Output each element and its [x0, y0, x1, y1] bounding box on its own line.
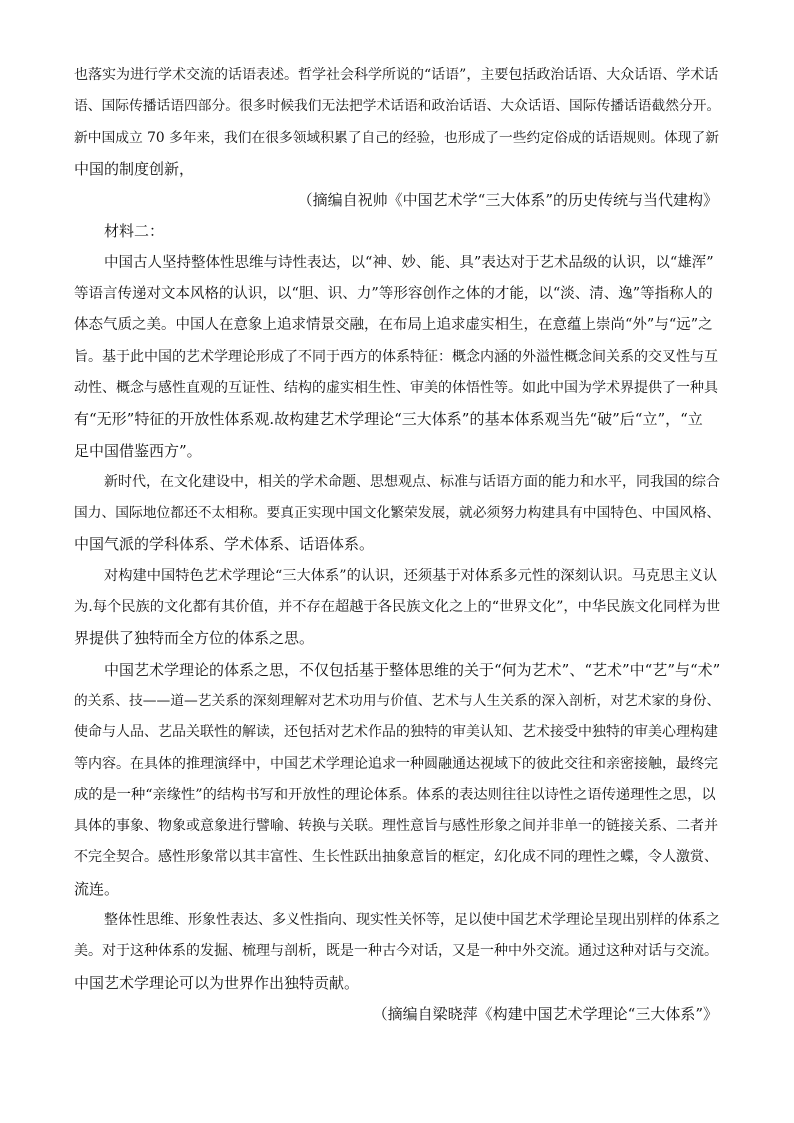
- text-line: 整体性思维、形象性表达、多义性指向、现实性关怀等，足以使中国艺术学理论呈现出别样的体系之: [104, 912, 720, 929]
- text-line: 具体的事象、物象或意象进行譬喻、转换与关联。理性意旨与感性形象之间并非单一的链接关系、二者并: [74, 818, 718, 835]
- text-line: 足中国借鉴西方”。: [74, 441, 202, 460]
- source-citation-1: （摘编自祝帅《中国艺术学“三大体系”的历史传统与当代建构》: [297, 191, 718, 210]
- text-line: 美。对于这种体系的发掘、梳理与剖析，既是一种古今对话，又是一种中外交流。通过这种对话与交流。: [74, 943, 718, 960]
- text-line: 等内容。在具体的推理演绎中，中国艺术学理论追求一种圆融通达视域下的彼此交往和亲密接触，最终完: [74, 755, 718, 772]
- paragraph: [74, 905, 722, 999]
- text-line: 使命与人品、艺品关联性的解读，还包括对艺术作品的独特的审美认知、艺术接受中独特的审美心理构建: [74, 724, 718, 741]
- text-line: 等语言传递对文本风格的认识，以“胆、识、力”等形容创作之体的才能，以“淡、清、逸”等指称人的: [74, 286, 713, 303]
- source-citation-2: （摘编自梁晓萍《构建中国艺术学理论“三大体系”》: [372, 1004, 718, 1023]
- text-line: 流连。: [74, 879, 120, 898]
- paragraph: [74, 467, 722, 561]
- text-line: 动性、概念与感性直观的互证性、结构的虚实相生性、审美的体悟性等。如此中国为学术界提供了一种具: [74, 379, 718, 396]
- text-line: 新中国成立 70 多年来，我们在很多领域积累了自己的经验，也形成了一些约定俗成的话语规则。体现了新: [74, 129, 719, 146]
- text-line: 中国的制度创新，: [74, 159, 195, 178]
- text-line: 界提供了独特而全方位的体系之思。: [74, 629, 315, 648]
- text-line: 有“无形”特征的开放性体系观.故构建艺术学理论“三大体系”的基本体系观当先“破”后“立”，“立: [74, 410, 703, 429]
- text-line: 为.每个民族的文化都有其价值，并不存在超越于各民族文化之上的“世界文化”，中华民族文化同样为世: [74, 599, 721, 616]
- text-line: 对构建中国特色艺术学理论“三大体系”的认识，还须基于对体系多元性的深刻认识。马克思主义认: [104, 567, 718, 584]
- text-line: 中国艺术学理论可以为世界作出独特贡献。: [74, 973, 360, 992]
- paragraph: [74, 248, 722, 467]
- text-line: 语、国际传播话语四部分。很多时候我们无法把学术话语和政治话语、大众话语、国际传播话语截然分开。: [74, 98, 721, 115]
- document-page: [74, 60, 722, 1030]
- paragraph: [74, 561, 722, 655]
- text-line: 体态气质之美。中国人在意象上追求情景交融，在布局上追求虚实相生，在意蕴上崇尚“外”与“远”之: [74, 317, 713, 334]
- paragraph: [74, 655, 722, 905]
- text-line: 中国艺术学理论的体系之思，不仅包括基于整体思维的关于“何为艺术”、“艺术”中“艺”与“术”: [104, 660, 721, 679]
- text-line: 也落实为进行学术交流的话语表述。哲学社会科学所说的“话语”，主要包括政治话语、大众话语、学术话: [74, 67, 719, 83]
- text-line: 不完全契合。感性形象常以其丰富性、生长性跃出抽象意旨的框定，幻化成不同的理性之蝶，令人激赏、: [74, 849, 718, 866]
- text-line: 的关系、技——道—艺关系的深刻理解对艺术功用与价值、艺术与人生关系的深入剖析，对艺术家的身份、: [74, 692, 721, 709]
- section-1-continued: [74, 60, 722, 216]
- text-line: 新时代，在文化建设中，相关的学术命题、思想观点、标准与话语方面的能力和水平，同我国的综合: [104, 473, 720, 490]
- material-2: [74, 216, 722, 1030]
- text-line: 中国气派的学科体系、学术体系、话语体系。: [74, 535, 375, 554]
- text-line: 中国古人坚持整体性思维与诗性表达，以“神、妙、能、具”表达对于艺术品级的认识，以“雄浑”: [104, 254, 714, 271]
- text-line: 旨。基于此中国的艺术学理论形成了不同于西方的体系特征：概念内涵的外溢性概念间关系的交叉性与互: [74, 348, 718, 365]
- text-line: 成的是一种“亲缘性”的结构书写和开放性的理论体系。体系的表达则往往以诗性之语传递理性之思，以: [74, 786, 716, 803]
- text-line: 国力、国际地位都还不太相称。要真正实现中国文化繁荣发展，就必须努力构建具有中国特色、中国风格、: [74, 505, 721, 522]
- material-label: 材料二：: [104, 222, 165, 241]
